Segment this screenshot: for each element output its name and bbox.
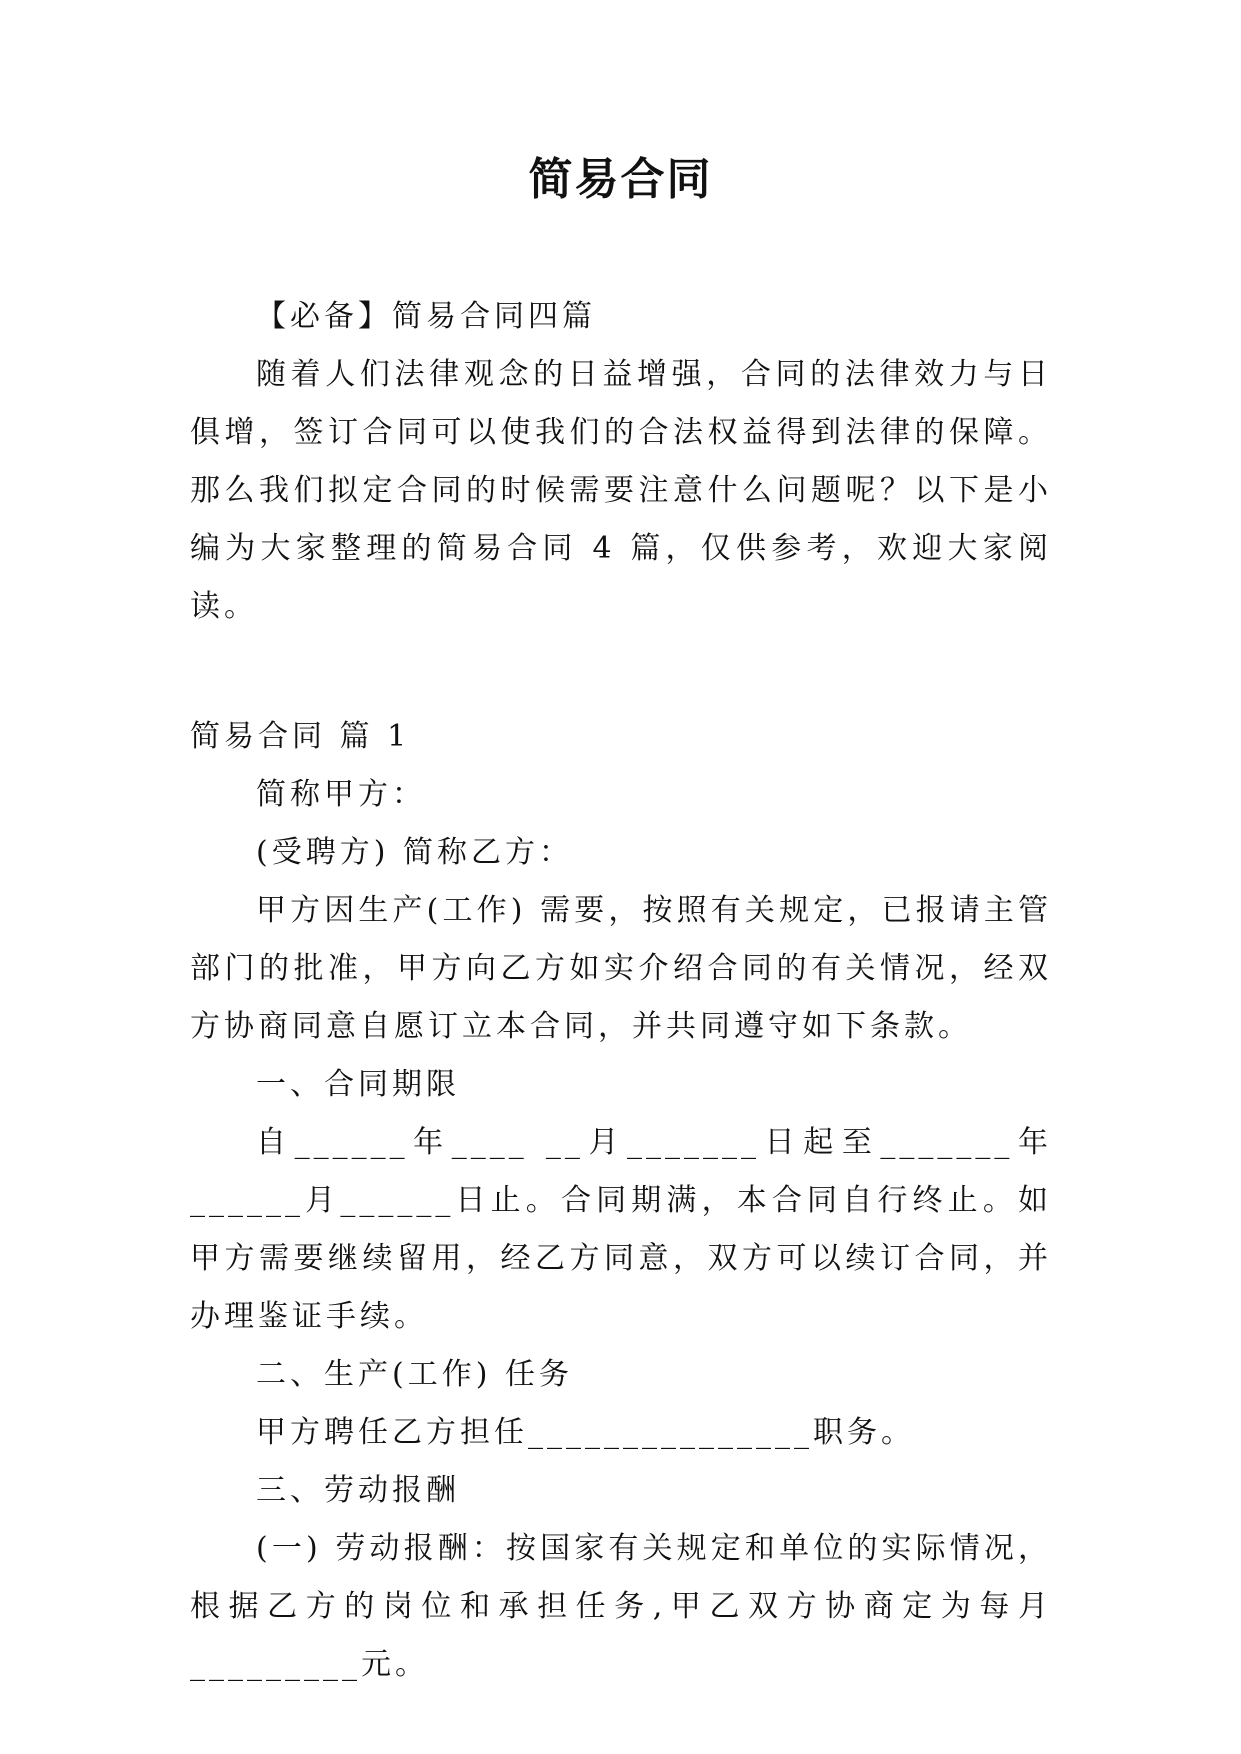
section-heading: 简易合同 篇 1 <box>190 719 411 754</box>
clause-task-paragraph: 甲方聘任乙方担任_______________职务。 <box>256 1415 915 1450</box>
preamble-paragraph: 甲方因生产(工作) 需要，按照有关规定，已报请主管部门的批准，甲方向乙方如实介绍合同的有关情况，经双方协商同意自愿订立本合同，并共同遵守如下条款。 <box>190 893 1052 1044</box>
party-b-line: (受聘方) 简称乙方： <box>256 835 573 870</box>
document-body <box>190 288 1052 1694</box>
clause-heading-pay: 三、劳动报酬 <box>256 1473 460 1508</box>
party-a-line: 简称甲方： <box>256 777 426 812</box>
clause-heading-term: 一、合同期限 <box>256 1067 460 1102</box>
intro-paragraph: 随着人们法律观念的日益增强，合同的法律效力与日俱增，签订合同可以使我们的合法权益得到法律的保障。那么我们拟定合同的时候需要注意什么问题呢？以下是小编为大家整理的简易合同 4 篇，仅供参考，欢迎大家阅读。 <box>190 357 1052 624</box>
intro-heading: 【必备】简易合同四篇 <box>256 299 596 334</box>
clause-heading-task: 二、生产(工作) 任务 <box>256 1357 573 1392</box>
clause-pay-paragraph: (一) 劳动报酬：按国家有关规定和单位的实际情况，根据乙方的岗位和承担任务,甲乙双方协商定为每月_________元。 <box>190 1531 1052 1682</box>
clause-term-paragraph: 自______年____ __月_______日起至_______年______月______日止。合同期满，本合同自行终止。如甲方需要继续留用，经乙方同意，双方可以续订合同，并办理鉴证手续。 <box>190 1125 1052 1334</box>
document-title: 简易合同 <box>528 154 713 205</box>
